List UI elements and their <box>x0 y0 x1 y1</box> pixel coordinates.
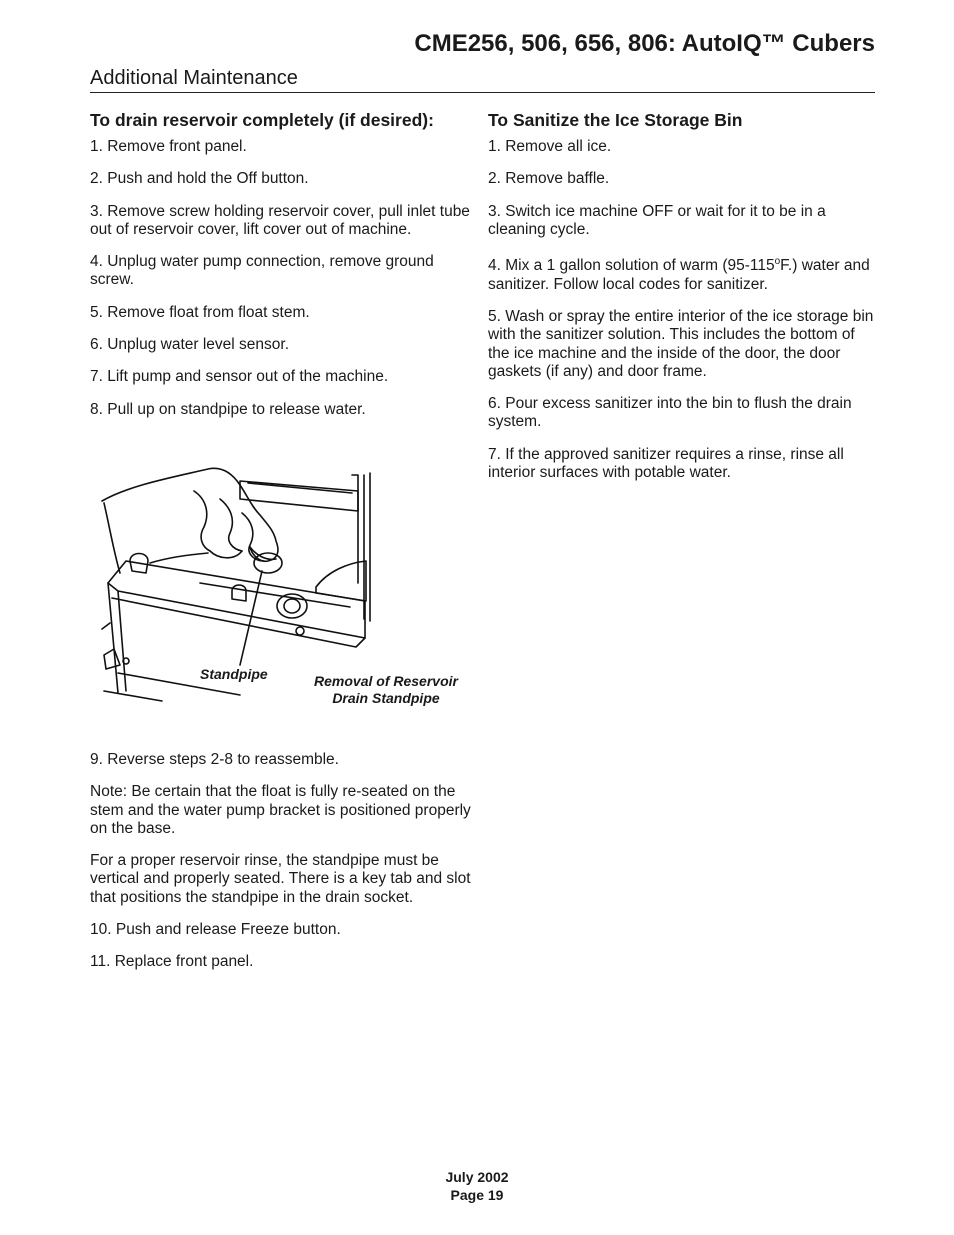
sanitize-step-2: 2. Remove baffle. <box>488 170 610 188</box>
degree-symbol: o <box>774 256 781 268</box>
standpipe-removal-figure <box>90 433 480 733</box>
sanitize-step-1: 1. Remove all ice. <box>488 138 612 155</box>
sanitize-step-4 <box>488 253 878 294</box>
sanitize-step-4-end: F.) water and sanitizer. Follow local codes for sanitizer. <box>488 257 870 293</box>
sanitize-bin-column <box>488 110 878 496</box>
drain-step-9: 9. Reverse steps 2-8 to reassemble. <box>90 750 339 768</box>
standpipe-note: For a proper reservoir rinse, the standpipe must be vertical and properly seated. There is a key tab and slot that positions the standpipe in the drain socket. <box>90 852 471 906</box>
drain-step-11: 11. Replace front panel. <box>90 953 254 971</box>
drain-step-1: 1. Remove front panel. <box>90 138 247 155</box>
drain-step-7: 7. Lift pump and sensor out of the machine. <box>90 368 389 386</box>
drain-step-4: 4. Unplug water pump connection, remove ground screw. <box>90 253 434 289</box>
sanitize-step-5: 5. Wash or spray the entire interior of the ice storage bin with the sanitizer solution. This includes the bottom of the ice machine and the inside of the door, the door gaskets (if any) and door frame. <box>488 307 874 380</box>
sanitize-step-6: 6. Pour excess sanitizer into the bin to flush the drain system. <box>488 395 852 431</box>
page-footer <box>0 1168 954 1204</box>
float-note: Note: Be certain that the float is fully re-seated on the stem and the water pump bracket is positioned properly on the base. <box>90 783 471 837</box>
section-title: Additional Maintenance <box>90 67 298 89</box>
header-rule <box>90 92 875 93</box>
footer-date: July 2002 <box>445 1169 509 1185</box>
drain-step-3: 3. Remove screw holding reservoir cover, pull inlet tube out of reservoir cover, lift cover out of machine. <box>90 202 470 238</box>
page-number: Page 19 <box>450 1187 504 1203</box>
drain-step-10: 10. Push and release Freeze button. <box>90 921 341 939</box>
sanitize-step-4-start: 4. Mix a 1 gallon solution of warm (95-115 <box>488 257 775 275</box>
sanitize-step-3: 3. Switch ice machine OFF or wait for it to be in a cleaning cycle. <box>488 202 826 238</box>
sanitize-step-7: 7. If the approved sanitizer requires a rinse, rinse all interior surfaces with potable water. <box>488 445 844 482</box>
sanitize-bin-heading: To Sanitize the Ice Storage Bin <box>488 110 743 130</box>
figure-caption: Removal of Reservoir Drain Standpipe <box>314 672 458 706</box>
drain-step-8: 8. Pull up on standpipe to release water. <box>90 400 366 418</box>
document-title: CME256, 506, 656, 806: AutoIQ™ Cubers <box>414 30 875 57</box>
drain-step-6: 6. Unplug water level sensor. <box>90 336 290 354</box>
standpipe-label: Standpipe <box>200 665 268 682</box>
drain-step-5: 5. Remove float from float stem. <box>90 303 310 321</box>
drain-reservoir-heading: To drain reservoir completely (if desired): <box>90 110 434 130</box>
drain-reservoir-column <box>90 110 480 986</box>
drain-step-2: 2. Push and hold the Off button. <box>90 170 309 188</box>
